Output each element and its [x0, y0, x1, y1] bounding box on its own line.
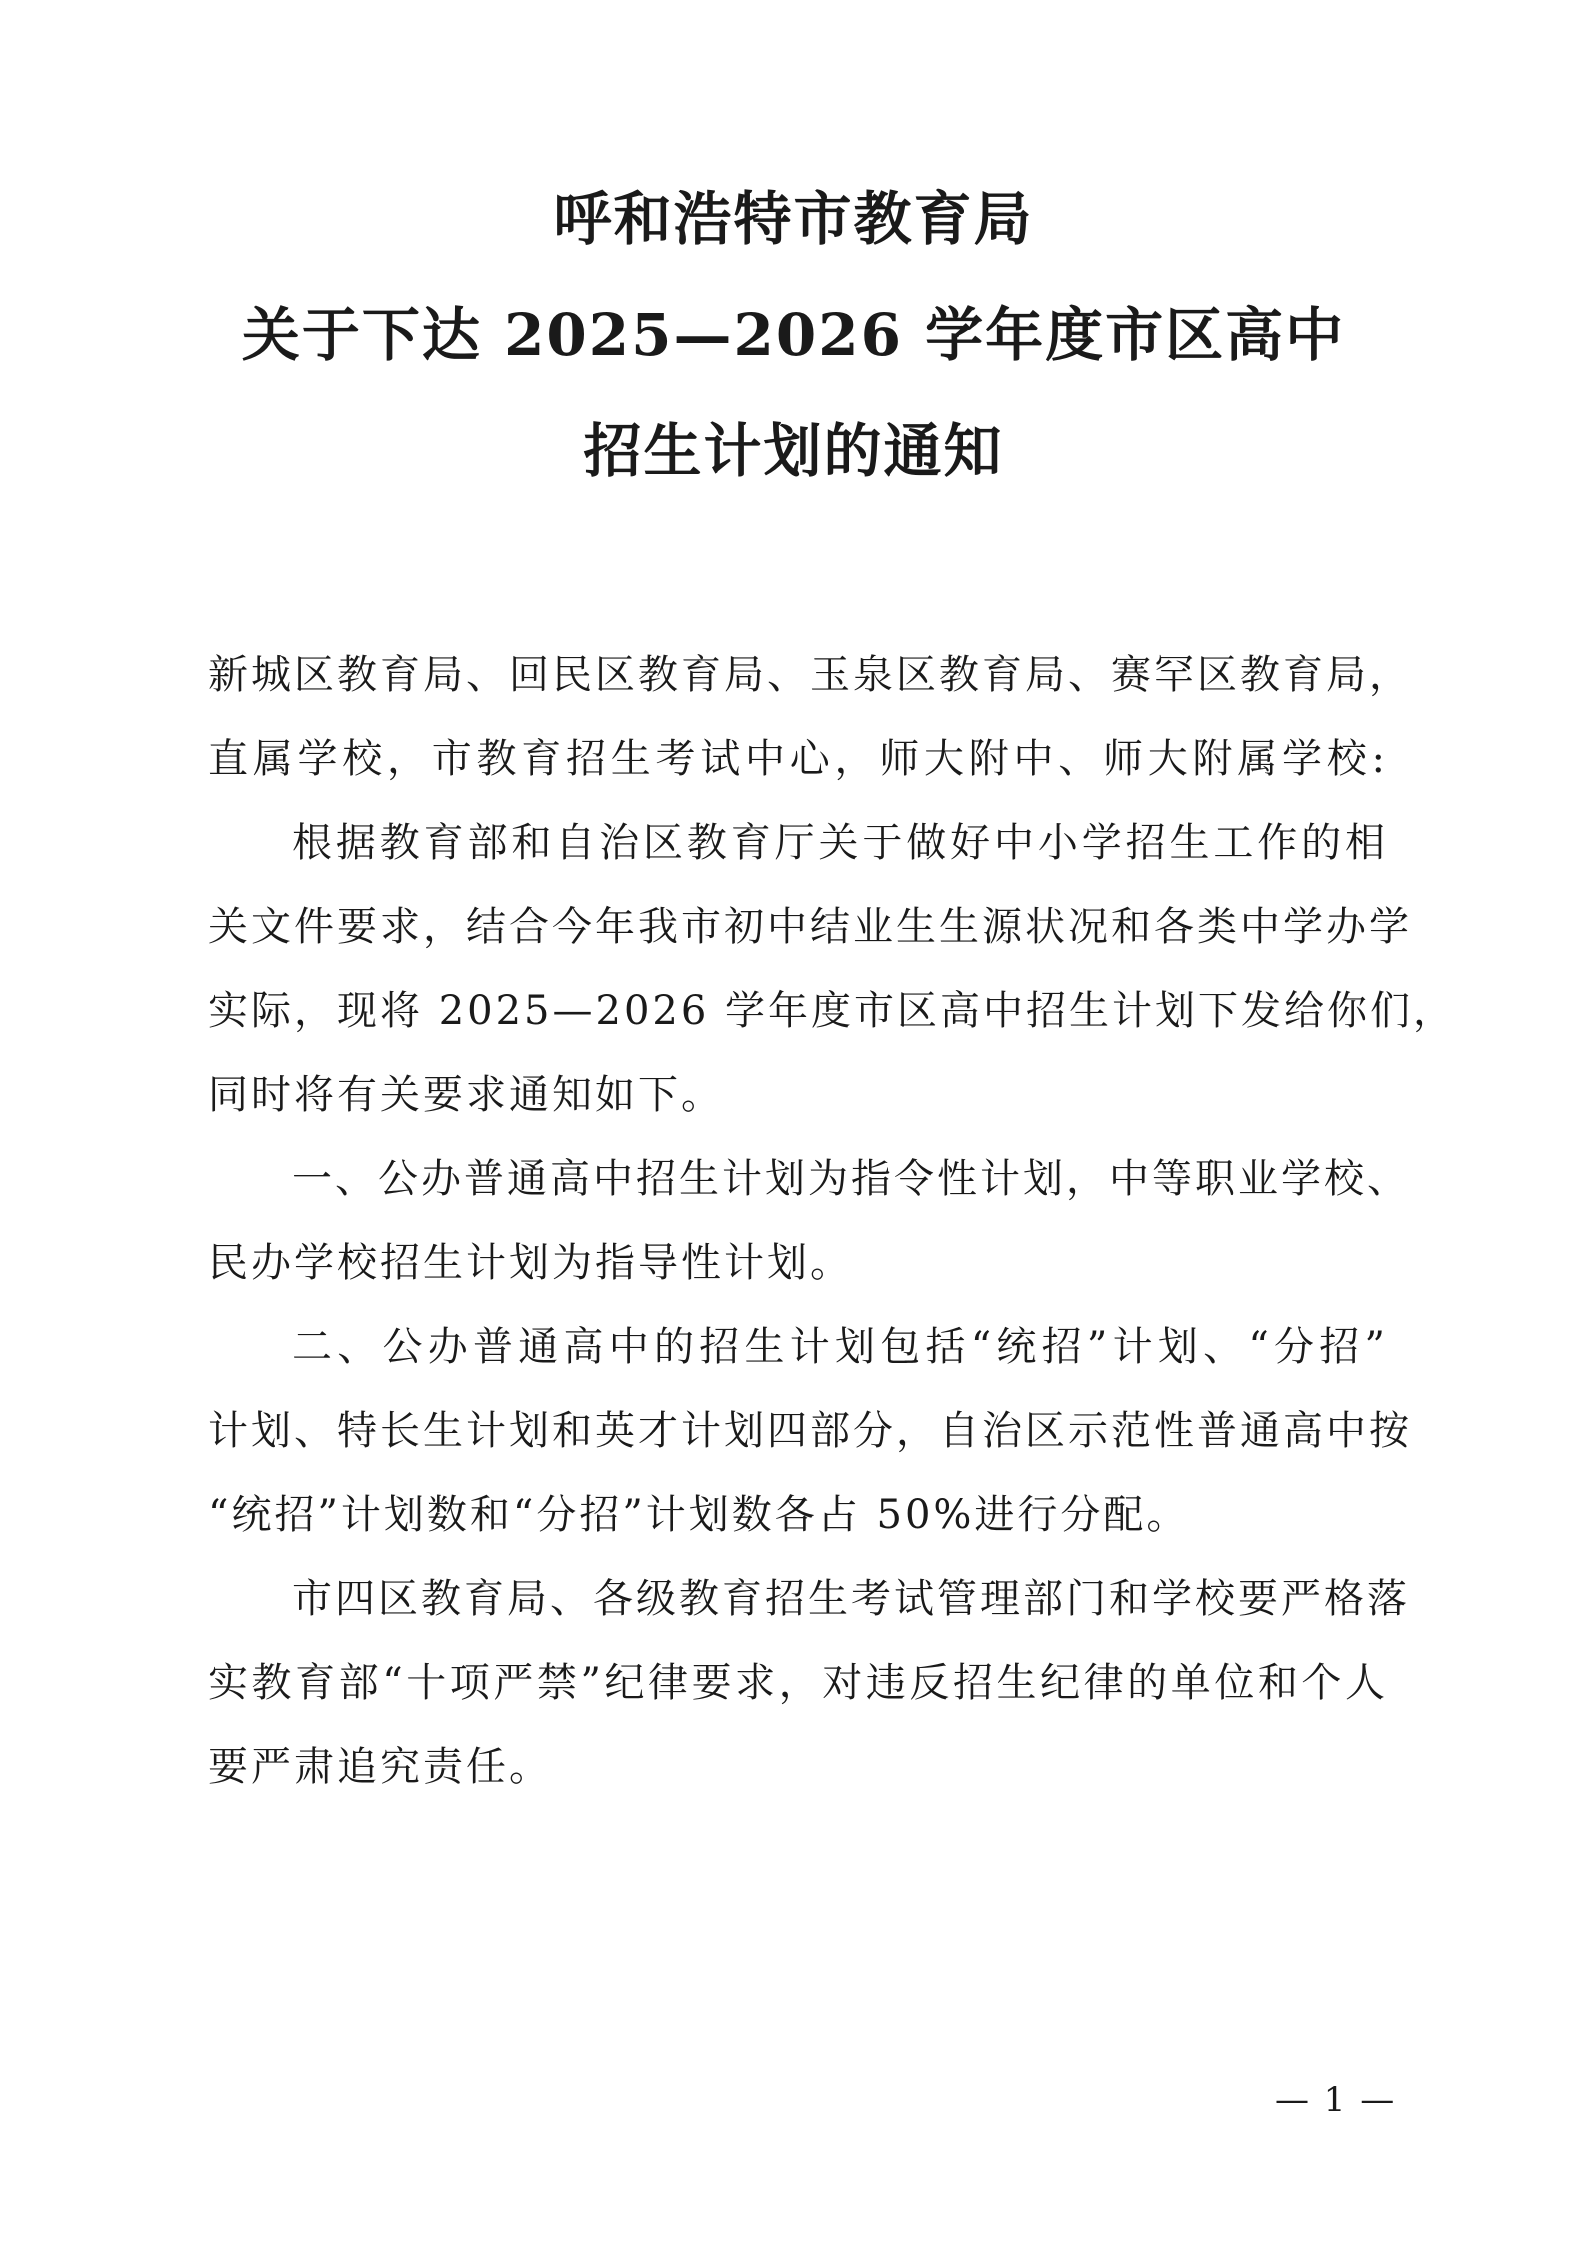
paragraph-4-line-2: 实教育部“十项严禁”纪律要求，对违反招生纪律的单位和个人	[208, 1660, 1388, 1706]
paragraph-3-line-1: 二、公办普通高中的招生计划包括“统招”计划、“分招”	[292, 1324, 1388, 1370]
title-line-1: 呼和浩特市教育局	[553, 185, 1034, 253]
paragraph-1-line-4: 同时将有关要求通知如下。	[208, 1072, 724, 1118]
title-line-3: 招生计划的通知	[583, 417, 1004, 485]
paragraph-1-line-3: 实际，现将 2025—2026 学年度市区高中招生计划下发给你们，	[208, 988, 1457, 1034]
document-title	[0, 185, 1587, 538]
paragraph-3-line-3: “统招”计划数和“分招”计划数各占 50%进行分配。	[208, 1492, 1190, 1538]
title-line-2: 关于下达 2025—2026 学年度市区高中	[241, 301, 1346, 369]
paragraph-2-line-1: 一、公办普通高中招生计划为指令性计划，中等职业学校、	[292, 1156, 1410, 1202]
addressee-line-1: 新城区教育局、回民区教育局、玉泉区教育局、赛罕区教育局，	[208, 652, 1412, 698]
paragraph-4-line-1: 市四区教育局、各级教育招生考试管理部门和学校要严格落	[292, 1576, 1410, 1622]
page-number: — 1 —	[1275, 2080, 1397, 2120]
paragraph-1-line-1: 根据教育部和自治区教育厅关于做好中小学招生工作的相	[292, 820, 1388, 866]
addressee-line-2: 直属学校，市教育招生考试中心，师大附中、师大附属学校:	[208, 736, 1388, 782]
paragraph-3-line-2: 计划、特长生计划和英才计划四部分，自治区示范性普通高中按	[208, 1408, 1412, 1454]
document-body	[208, 645, 1457, 1821]
paragraph-2-line-2: 民办学校招生计划为指导性计划。	[208, 1240, 853, 1286]
paragraph-1-line-2: 关文件要求，结合今年我市初中结业生生源状况和各类中学办学	[208, 904, 1412, 950]
paragraph-4-line-3: 要严肃追究责任。	[208, 1744, 552, 1790]
